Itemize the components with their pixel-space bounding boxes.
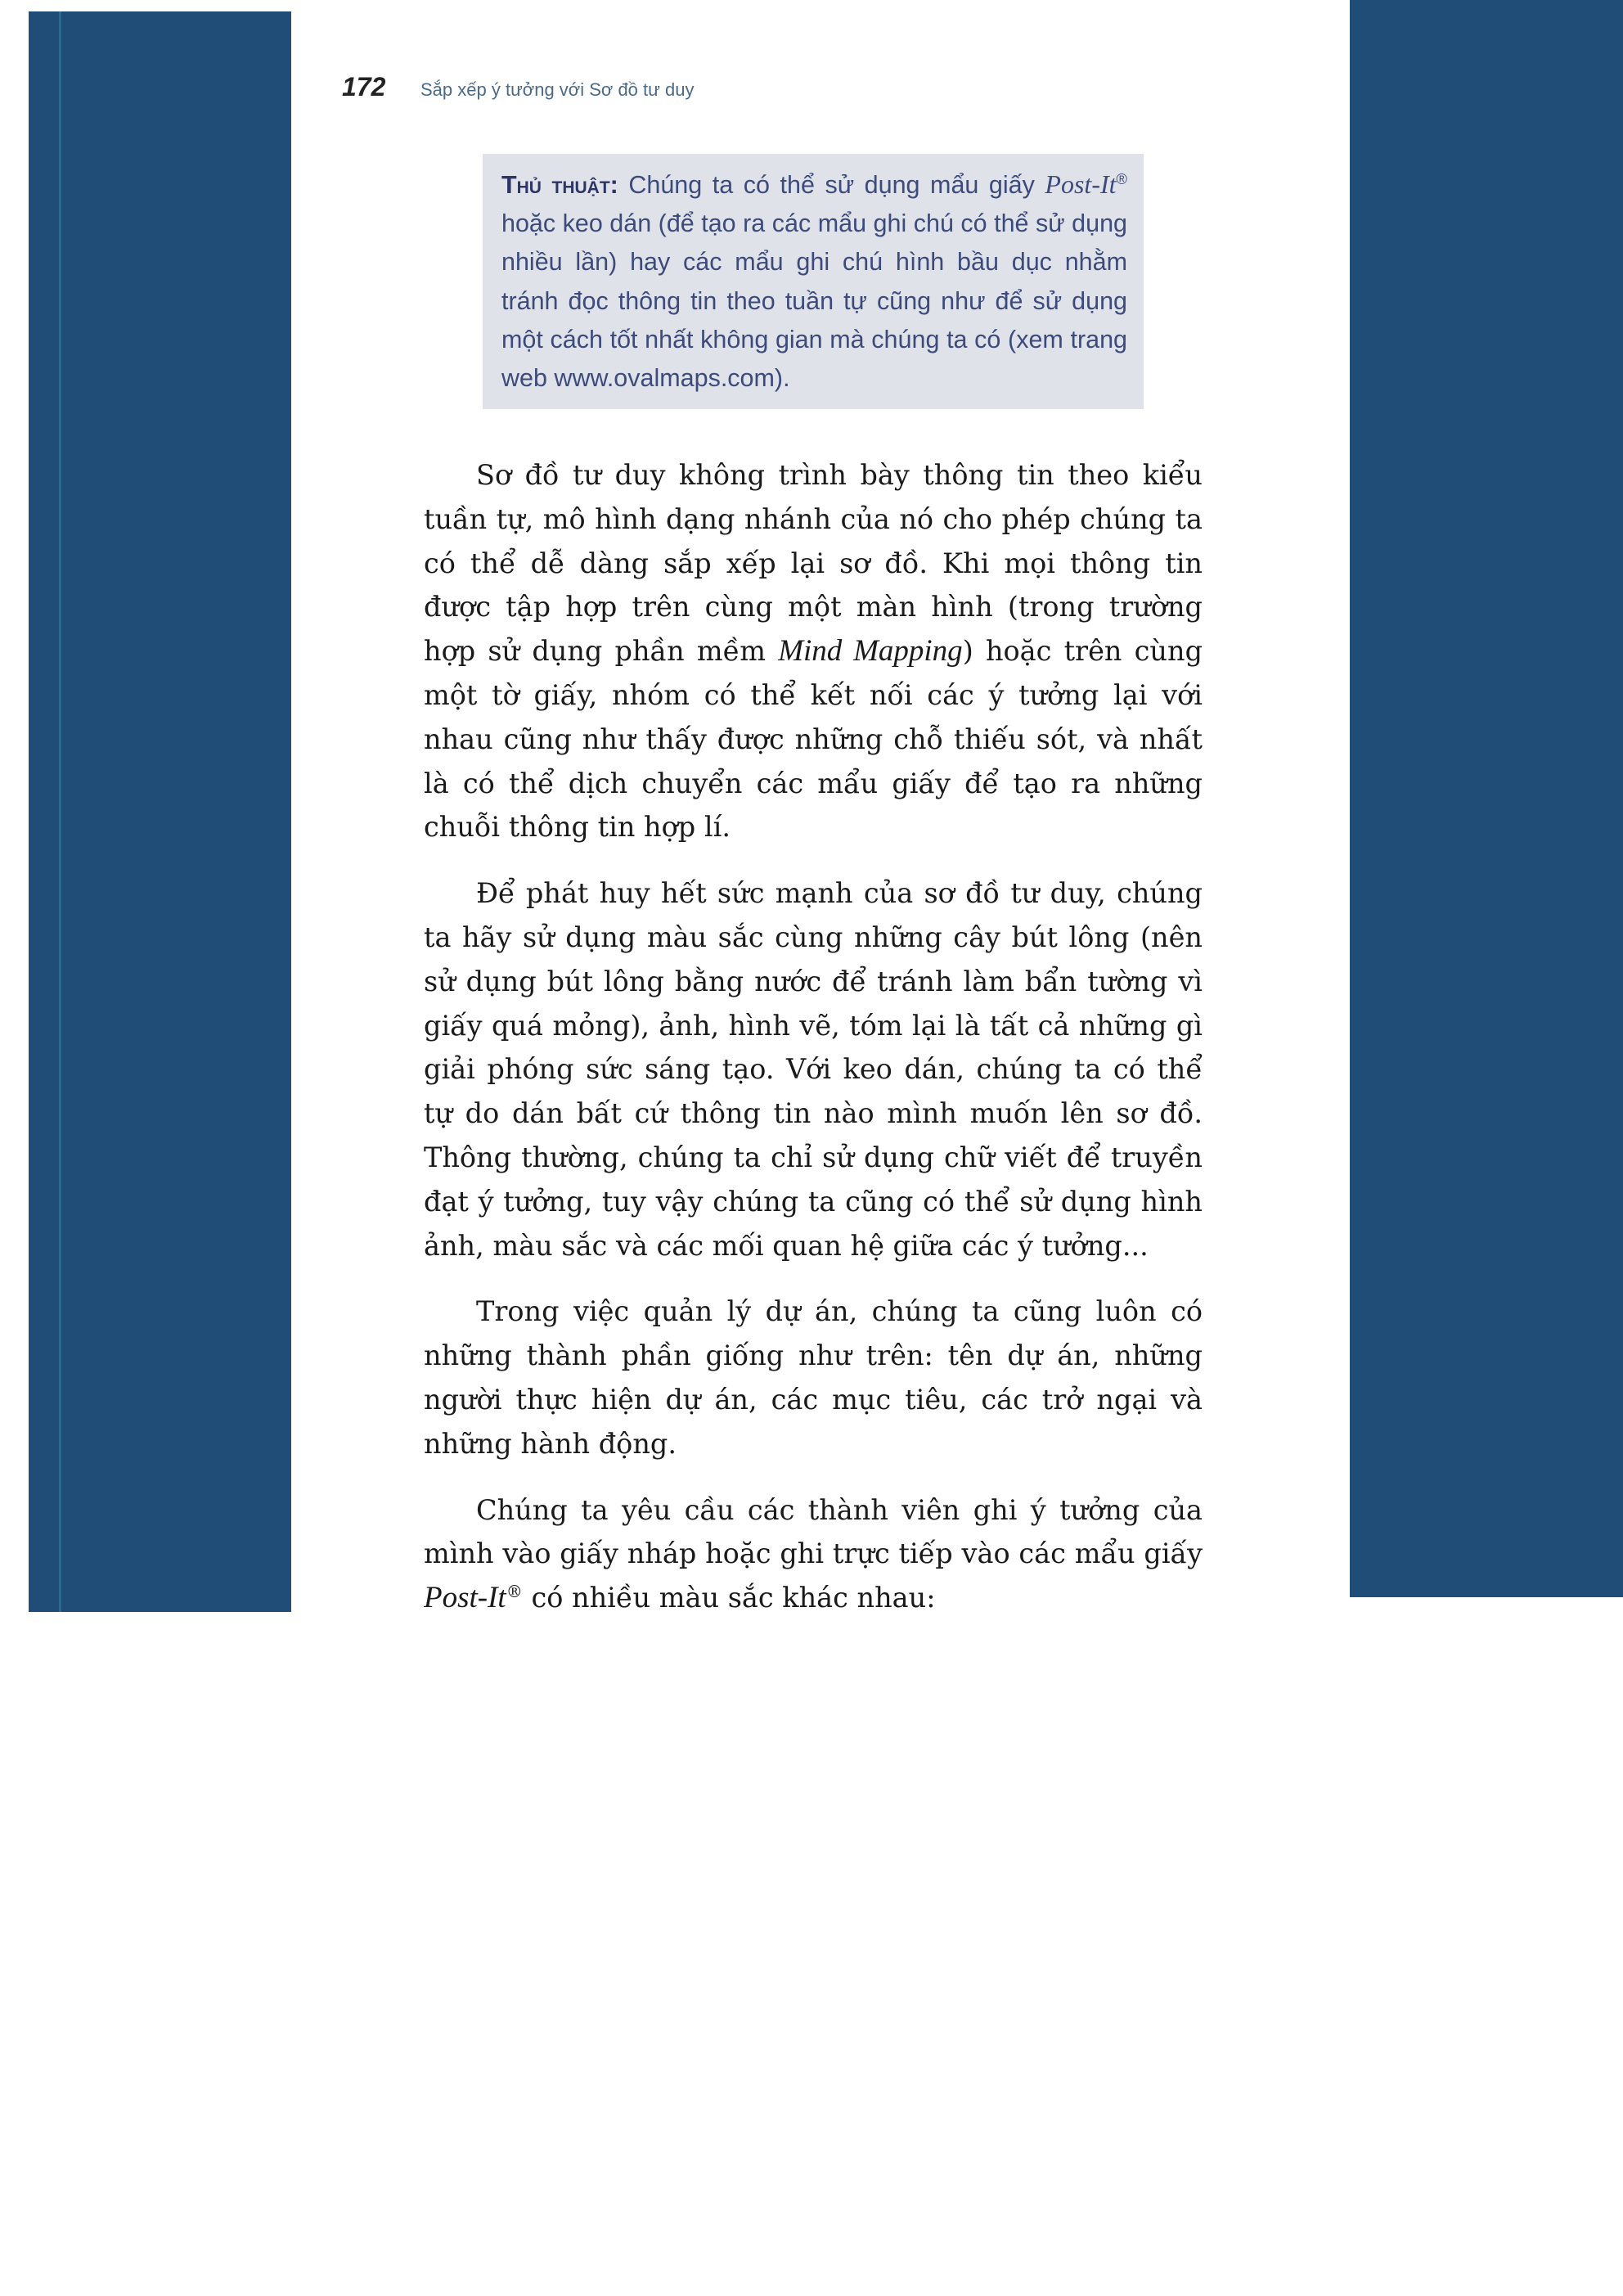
paragraph-1-part-a: Sơ đồ tư duy không trình bày thông tin theo kiểu tuần tự, mô hình dạng nhánh của nó cho phép chúng ta có thể dễ dàng sắp xếp lại sơ đồ. Khi mọi thông tin được tập hợp trên cùng một màn hình (trong trường hợp sử dụng phần mềm	[424, 459, 1203, 668]
left-binding-band	[29, 11, 291, 1612]
software-name: Mind Mapping	[778, 634, 963, 669]
paragraph-4	[424, 1488, 1203, 1620]
tip-text-1: Chúng ta có thể sử dụng mẩu giấy	[628, 171, 1035, 199]
paragraph-3: Trong việc quản lý dự án, chúng ta cũng luôn có những thành phần giống như trên: tên dự án, những người thực hiện dự án, các mục tiêu, các trở ngại và những hành động.	[424, 1295, 1203, 1460]
tip-text-2: hoặc keo dán (để tạo ra các mẩu ghi chú có thể sử dụng nhiều lần) hay các mẩu ghi chú hình bầu dục nhằm tránh đọc thông tin theo tuần tự cũng như để sử dụng một cách tốt nhất không gian mà chúng ta có (xem trang web www.ovalmaps.com).	[501, 209, 1127, 393]
registered-mark: ®	[1116, 169, 1127, 187]
body-text	[424, 453, 1203, 1642]
paragraph-1-part-b: ) hoặc trên cùng một tờ giấy, nhóm có thể kết nối các ý tưởng lại với nhau cũng như thấy được những chỗ thiếu sót, và nhất là có thể dịch chuyển các mẩu giấy để tạo ra những chuỗi thông tin hợp lí.	[424, 635, 1203, 844]
paragraph-4-part-b: có nhiều màu sắc khác nhau:	[531, 1582, 936, 1614]
tip-brand-post-it: Post-It	[1045, 169, 1117, 199]
tip-box	[483, 154, 1144, 409]
paragraph-4-part-a: Chúng ta yêu cầu các thành viên ghi ý tưởng của mình vào giấy nháp hoặc ghi trực tiếp vào các mẩu giấy	[424, 1493, 1203, 1570]
paragraph-1	[424, 453, 1203, 849]
page-number: 172	[342, 72, 386, 101]
brand-post-it: Post-It	[424, 1581, 506, 1615]
paragraph-2: Để phát huy hết sức mạnh của sơ đồ tư duy, chúng ta hãy sử dụng màu sắc cùng những cây bút lông (nên sử dụng bút lông bằng nước để tránh làm bẩn tường vì giấy quá mỏng), ảnh, hình vẽ, tóm lại là tất cả những gì giải phóng sức sáng tạo. Với keo dán, chúng ta có thể tự do dán bất cứ thông tin nào mình muốn lên sơ đồ. Thông thường, chúng ta chỉ sử dụng chữ viết để truyền đạt ý tưởng, tuy vậy chúng ta cũng có thể sử dụng hình ảnh, màu sắc và các mối quan hệ giữa các ý tưởng...	[424, 877, 1203, 1262]
left-band-stripe	[59, 11, 61, 1612]
right-binding-band	[1350, 0, 1623, 1597]
tip-label: Thủ thuật:	[501, 171, 618, 199]
registered-mark-2: ®	[506, 1581, 523, 1601]
running-title: Sắp xếp ý tưởng với Sơ đồ tư duy	[420, 79, 695, 100]
